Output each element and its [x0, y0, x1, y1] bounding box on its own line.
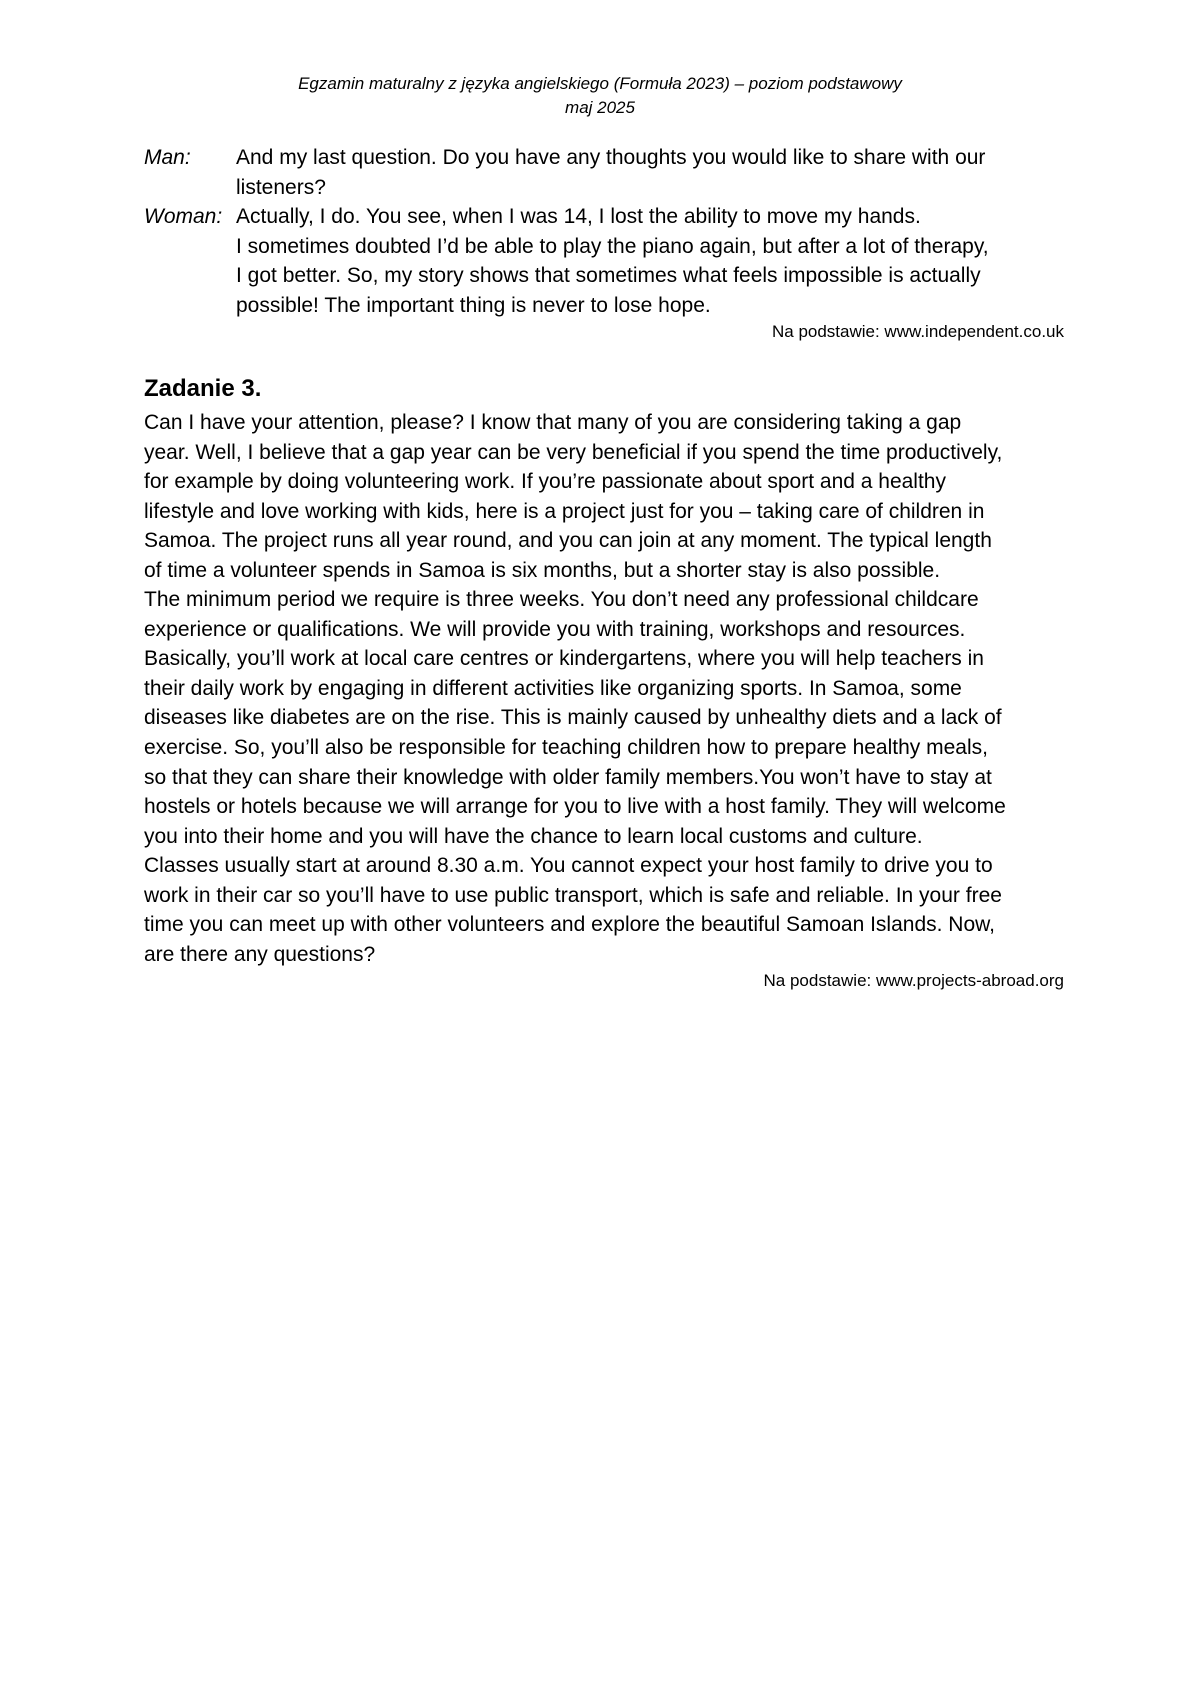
transcript-line: of time a volunteer spends in Samoa is six months, but a shorter stay is also possible.	[144, 558, 941, 582]
page-header	[0, 72, 1200, 120]
dialogue-line: Actually, I do. You see, when I was 14, I lost the ability to move my hands.	[236, 205, 921, 228]
transcript-line: Samoa. The project runs all year round, and you can join at any moment. The typical length	[144, 529, 992, 553]
transcript-line: lifestyle and love working with kids, here is a project just for you – taking care of children in	[144, 499, 985, 523]
speaker-label: Woman:	[144, 205, 223, 228]
transcript-line: their daily work by engaging in different activities like organizing sports. In Samoa, some	[144, 676, 962, 700]
transcript-line: exercise. So, you’ll also be responsible for teaching children how to prepare healthy meals,	[144, 736, 988, 760]
speaker-label: Man:	[144, 146, 191, 169]
exam-title: Egzamin maturalny z języka angielskiego (Formuła 2023) – poziom podstawowy	[298, 74, 902, 93]
transcript-line: for example by doing volunteering work. If you’re passionate about sport and a healthy	[144, 470, 946, 494]
dialogue-text	[236, 143, 1064, 202]
task-title: Zadanie 3.	[144, 375, 262, 402]
transcript-line: year. Well, I believe that a gap year can be very beneficial if you spend the time productively,	[144, 440, 1003, 464]
transcript-line: The minimum period we require is three weeks. You don’t need any professional childcare	[144, 588, 979, 612]
transcript-line: experience or qualifications. We will provide you with training, workshops and resources.	[144, 617, 966, 641]
transcript-line: diseases like diabetes are on the rise. This is mainly caused by unhealthy diets and a lack of	[144, 706, 1002, 730]
transcript-line: Classes usually start at around 8.30 a.m. You cannot expect your host family to drive you to	[144, 854, 993, 878]
dialogue-line: I sometimes doubted I’d be able to play the piano again, but after a lot of therapy,	[236, 234, 989, 258]
source-note-projects-abroad: Na podstawie: www.projects-abroad.org	[763, 971, 1064, 990]
transcript-line: Basically, you’ll work at local care centres or kindergartens, where you will help teachers in	[144, 647, 984, 671]
transcript-line: Can I have your attention, please? I know that many of you are considering taking a gap	[144, 411, 962, 434]
transcript-line: so that they can share their knowledge with older family members.You won’t have to stay at	[144, 765, 992, 789]
exam-date: maj 2025	[565, 98, 635, 117]
task-transcript	[144, 408, 1074, 969]
dialogue-turn-man	[144, 143, 1064, 202]
dialogue-line: I got better. So, my story shows that sometimes what feels impossible is actually	[236, 264, 981, 287]
dialogue-text	[236, 202, 1064, 320]
dialogue-line: listeners?	[236, 175, 326, 199]
dialogue-transcript	[144, 143, 1064, 320]
transcript-line: work in their car so you’ll have to use public transport, which is safe and reliable. In your free	[144, 883, 1002, 907]
transcript-line: hostels or hotels because we will arrange for you to live with a host family. They will welcome	[144, 795, 1006, 819]
transcript-line: are there any questions?	[144, 942, 376, 966]
transcript-line: time you can meet up with other volunteers and explore the beautiful Samoan Islands. Now,	[144, 913, 995, 937]
dialogue-turn-woman	[144, 202, 1064, 320]
dialogue-line: And my last question. Do you have any thoughts you would like to share with our	[236, 146, 986, 169]
transcript-line: you into their home and you will have the chance to learn local customs and culture.	[144, 824, 923, 848]
dialogue-line: possible! The important thing is never to lose hope.	[236, 293, 711, 317]
source-note-independent: Na podstawie: www.independent.co.uk	[771, 322, 1064, 341]
